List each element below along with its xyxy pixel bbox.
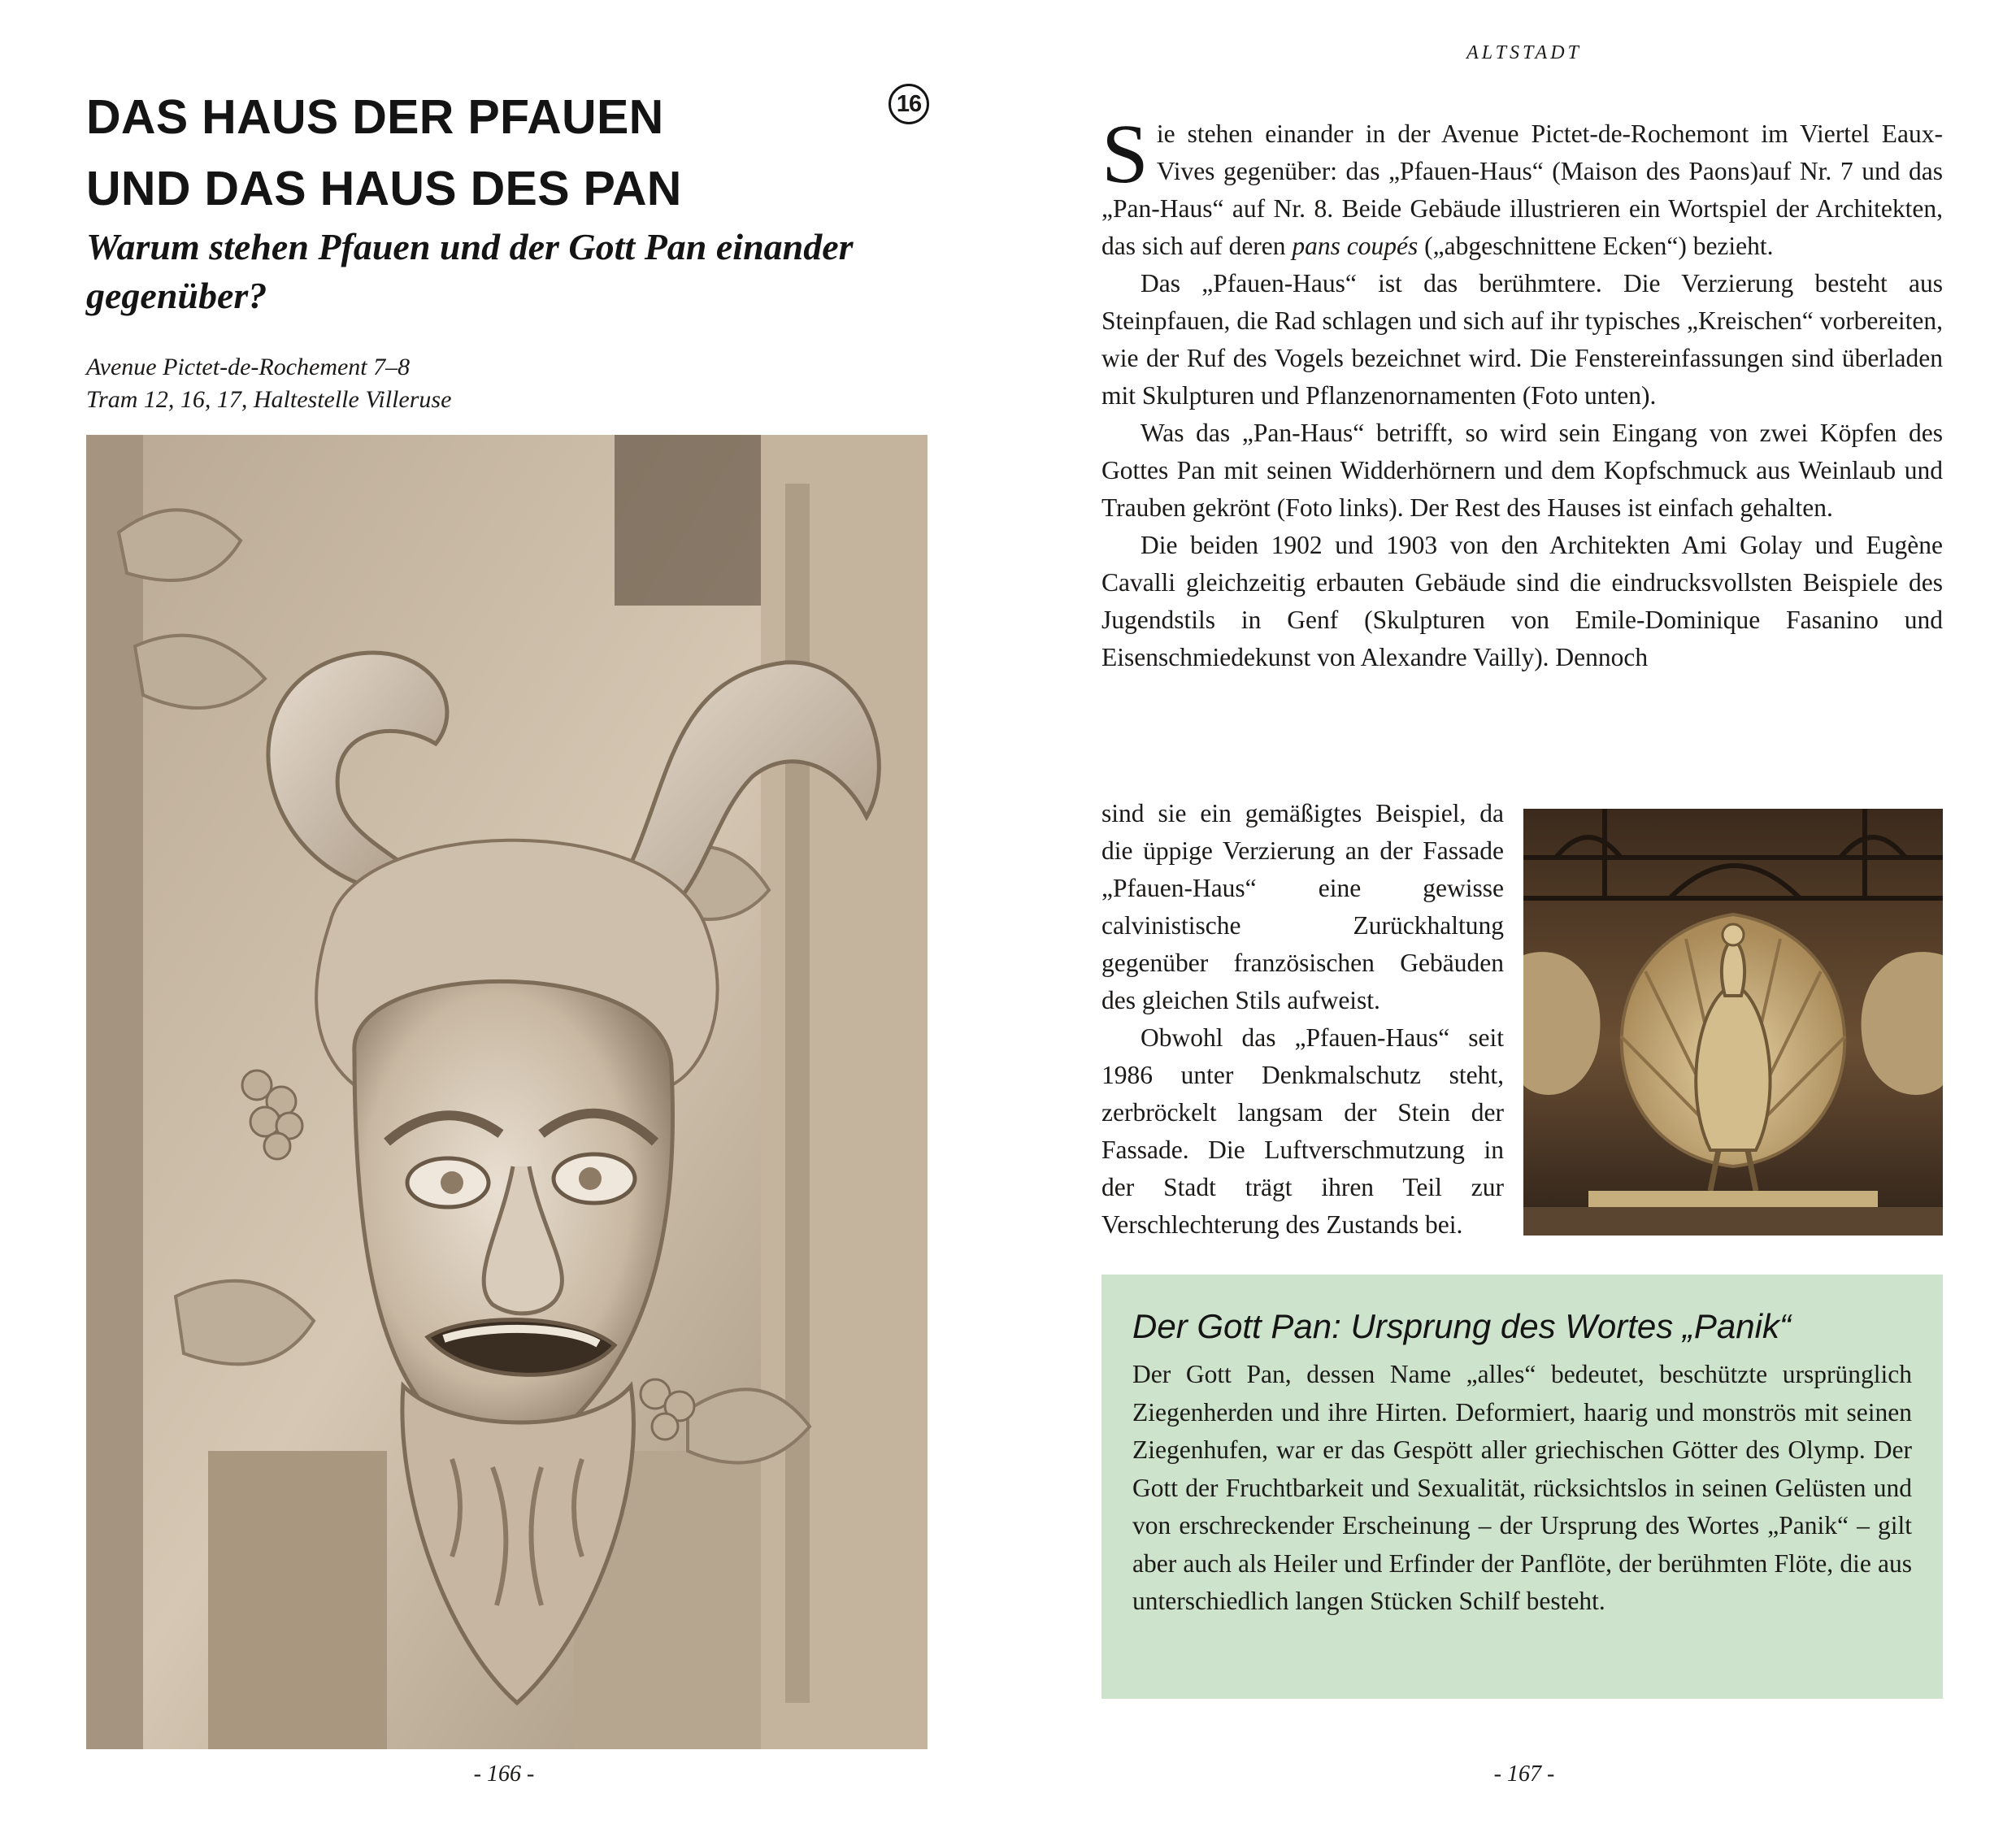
paragraph-4: Die beiden 1902 und 1903 von den Architekten Ami Golay und Eugène Cavalli gleichzeitig erbauten Gebäude sind die eindrucksvollsten Beispiele des Jugendstils in Genf (Skulpturen von Emile-Dominique Fasanino und Eisenschmiedekunst von Alexandre Vailly). Dennoch	[1101, 531, 1943, 671]
drop-cap: S	[1101, 107, 1149, 201]
peacock-illustration	[1523, 809, 1943, 1236]
narrow-text-column	[1101, 795, 1504, 1244]
intro-text-a: ie stehen einander in der Avenue Pictet-de-Rochemont im Viertel Eaux-Vives gegenüber: das „Pfauen-Haus“ (Maison des Paons)auf Nr. 7 und das „Pan-Haus“ auf Nr. 8. Beide Gebäude illustrieren ein Wortspiel der Architekten, das sich auf deren	[1101, 119, 1943, 260]
running-head: ALTSTADT	[1466, 42, 1582, 63]
info-box	[1101, 1275, 1943, 1699]
paragraph-3: Was das „Pan-Haus“ betrifft, so wird sein Eingang von zwei Köpfen des Gottes Pan mit seinen Widderhörnern und dem Kopfschmuck aus Weinlaub und Trauben gekrönt (Foto links). Der Rest des Hauses ist einfach gehalten.	[1101, 419, 1943, 522]
info-box-title: Der Gott Pan: Ursprung des Wortes „Panik“	[1132, 1307, 1791, 1345]
address-block	[86, 351, 899, 416]
intro-text-b: („abgeschnittene Ecken“) bezieht.	[1418, 232, 1774, 260]
title-line-2: UND DAS HAUS DES PAN	[86, 162, 682, 215]
pan-head-illustration	[86, 435, 928, 1749]
page-number-right: - 167 -	[1493, 1761, 1555, 1787]
paragraph-2: Das „Pfauen-Haus“ ist das berühmtere. Die Verzierung besteht aus Steinpfauen, die Rad schlagen und sich auf ihr typisches „Kreischen“ vorbereiten, wie der Ruf des Vogels bezeichnet wird. Die Fenstereinfassungen sind überladen mit Skulpturen und Pflanzenornamenten (Foto unten).	[1101, 269, 1943, 410]
address-line: Avenue Pictet-de-Rochement 7–8	[86, 354, 411, 380]
transit-line: Tram 12, 16, 17, Haltestelle Villeruse	[86, 386, 452, 413]
pan-head-photo	[86, 435, 928, 1749]
paragraph-5: Obwohl das „Pfauen-Haus“ seit 1986 unter Denkmalschutz steht, zerbröckelt langsam der Stein der Fassade. Die Luftverschmutzung in der Stadt trägt ihren Teil zur Verschlechterung des Zustands bei.	[1101, 1023, 1504, 1239]
main-text-column	[1101, 107, 1943, 676]
peacock-photo	[1523, 809, 1943, 1236]
entry-number-badge: 16	[889, 84, 929, 124]
intro-italic: pans coupés	[1292, 232, 1419, 260]
paragraph-4-continued: sind sie ein gemäßigtes Beispiel, da die üppige Verzierung an der Fassade „Pfauen-Haus“ eine gewisse calvinistische Zurückhaltung gegenüber französischen Gebäuden des gleichen Stils aufweist.	[1101, 799, 1504, 1014]
paragraph-intro	[1101, 107, 1943, 265]
title-line-1: DAS HAUS DER PFAUEN	[86, 90, 664, 144]
info-box-text: Der Gott Pan, dessen Name „alles“ bedeutet, beschützte ursprünglich Ziegenherden und ihre Hirten. Deformiert, haarig und monströs mit seinen Ziegenhufen, war er das Gespött aller griechischen Götter des Olymp. Der Gott der Fruchtbarkeit und Sexualität, rücksichtslos in seinen Gelüsten und von erschreckender Erscheinung – der Ursprung des Wortes „Panik“ – gilt aber auch als Heiler und Erfinder der Panflöte, der berühmten Flöte, die aus unterschiedlich langen Stücken Schilf besteht.	[1132, 1360, 1912, 1615]
article-title	[86, 81, 899, 224]
page-number-left: - 166 -	[473, 1761, 535, 1787]
article-subtitle: Warum stehen Pfauen und der Gott Pan einander gegenüber?	[86, 226, 854, 316]
